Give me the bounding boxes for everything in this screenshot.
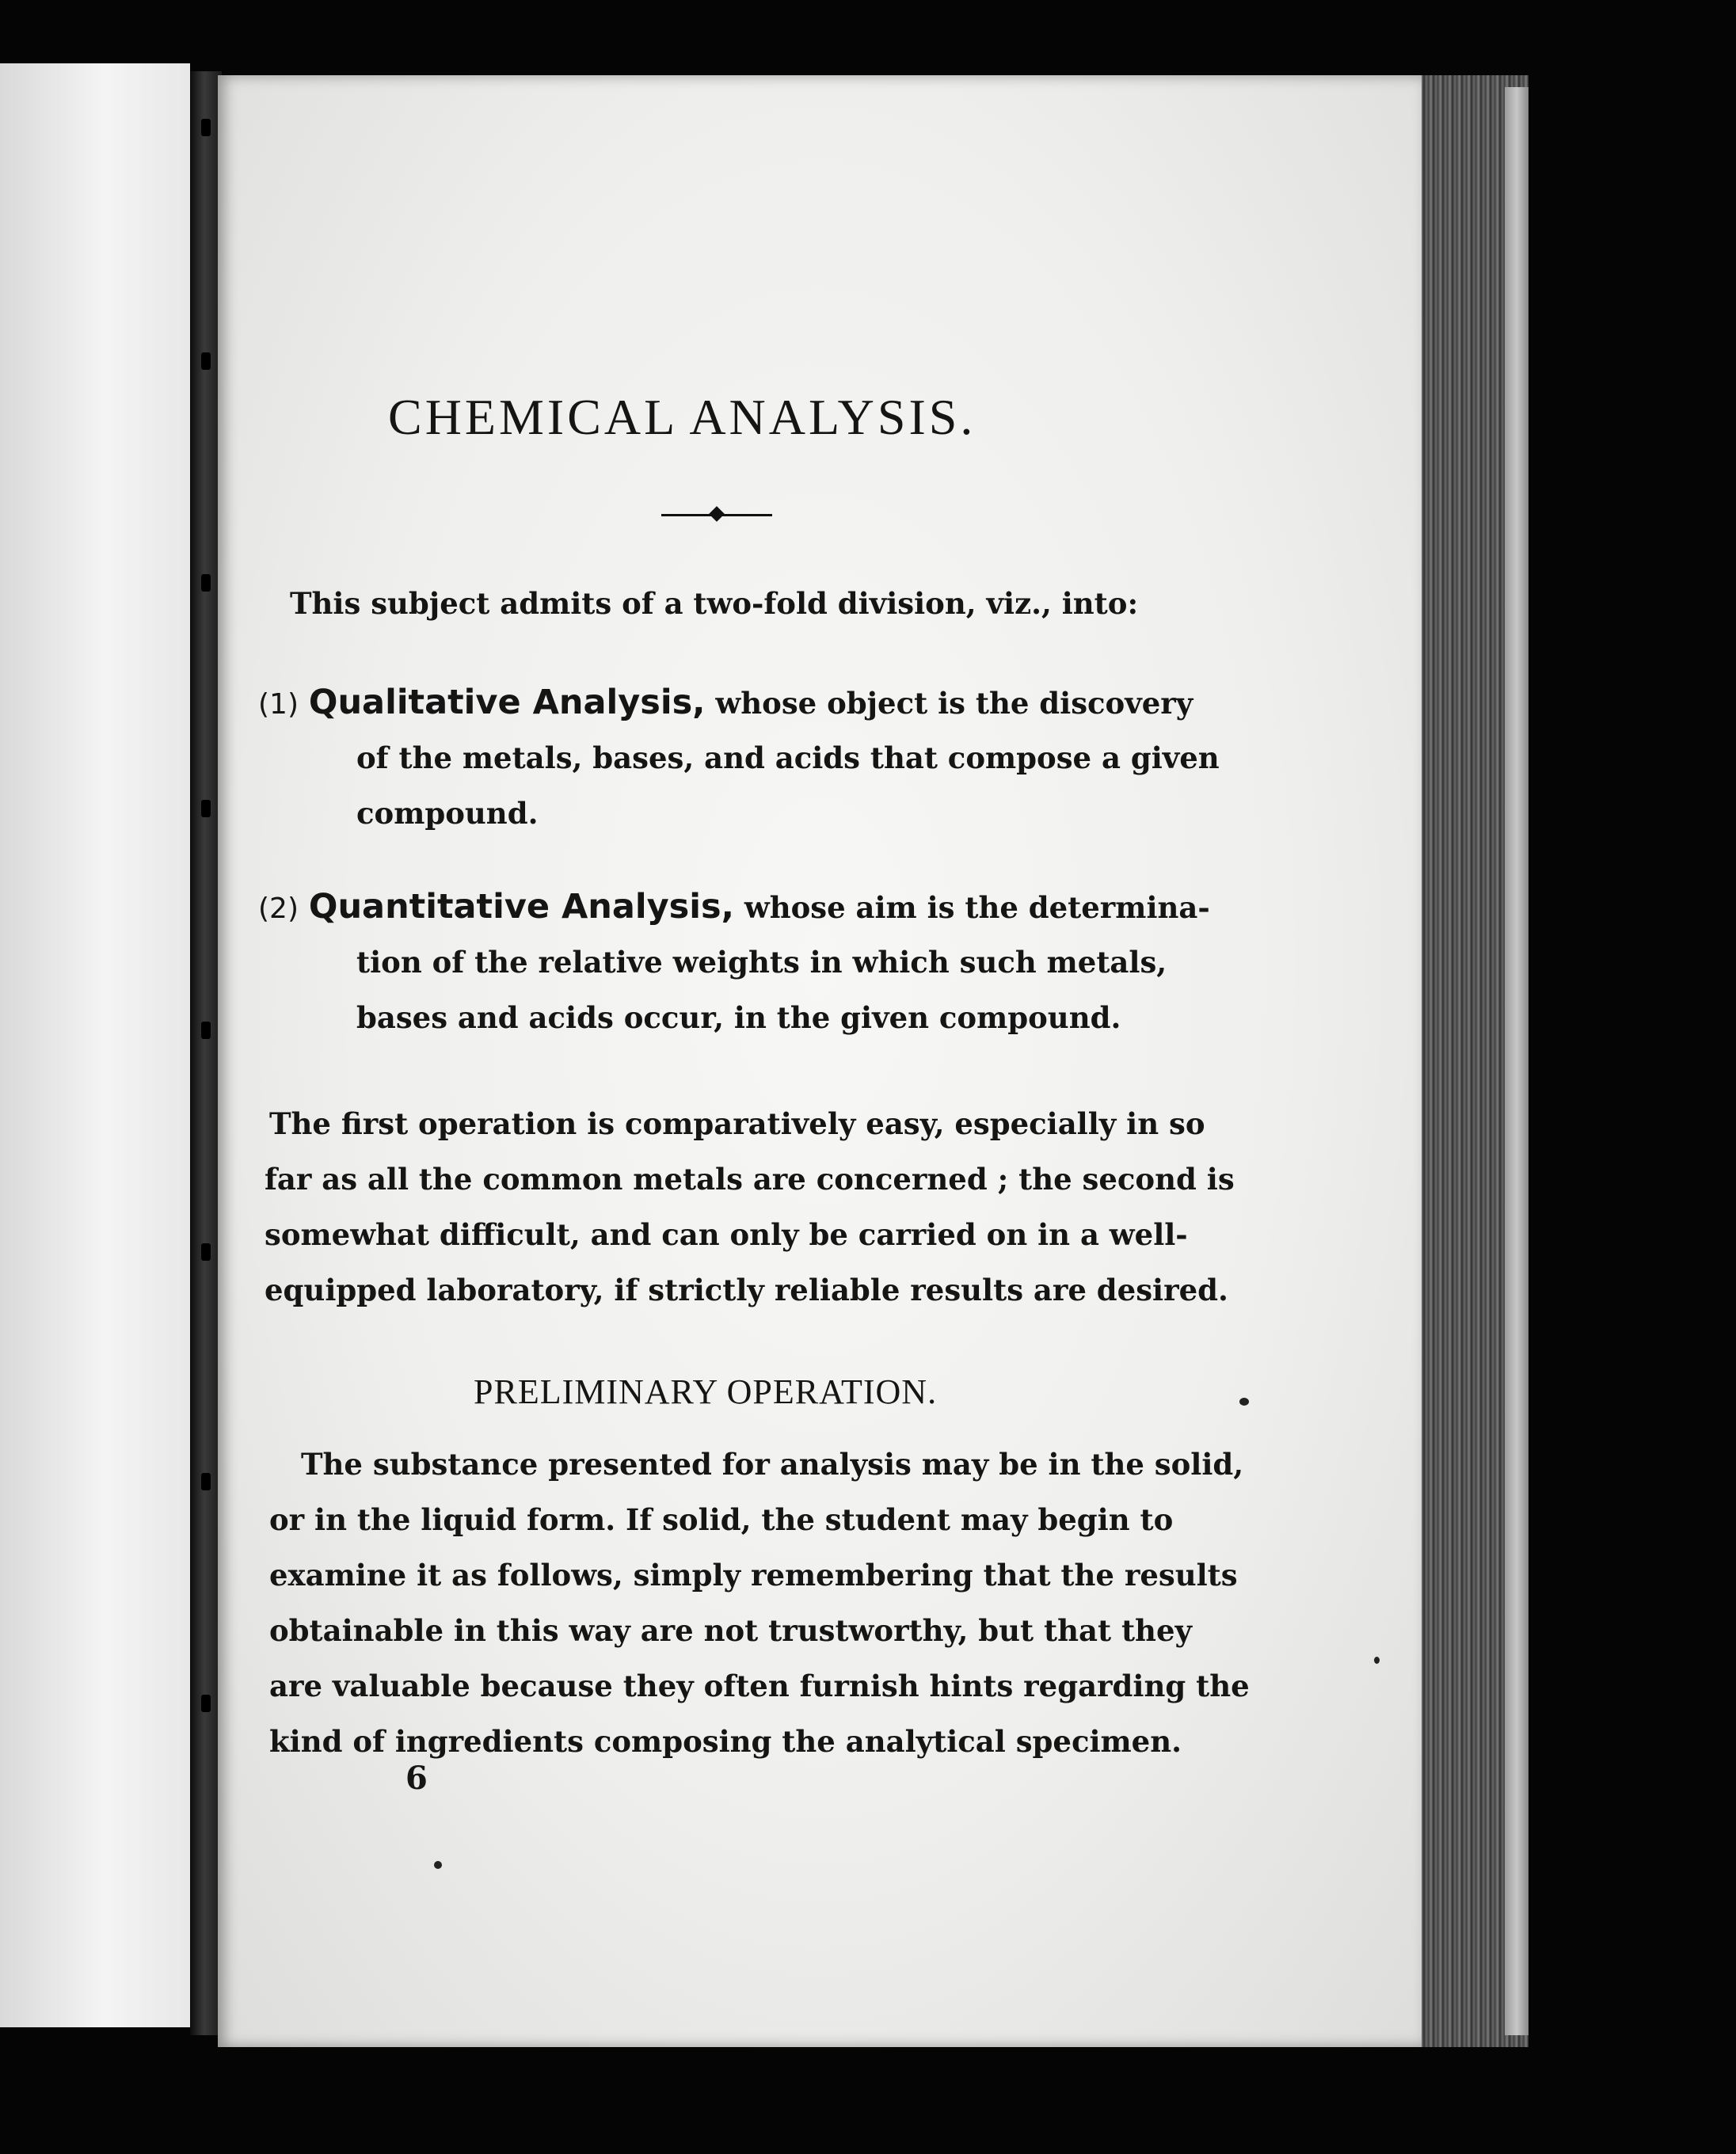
title-ornament — [661, 512, 772, 518]
paragraph-line: The substance presented for analysis may be in the solid, — [301, 1447, 1244, 1482]
paragraph-line: somewhat difficult, and can only be carried on in a well- — [265, 1217, 1188, 1252]
paragraph-line: kind of ingredients composing the analytical specimen. — [269, 1724, 1182, 1759]
list-item-number: (2) — [258, 892, 299, 925]
scan-speck — [434, 1861, 442, 1869]
paragraph-line: equipped laboratory, if strictly reliable results are desired. — [265, 1273, 1228, 1307]
scan-speck — [1239, 1398, 1249, 1406]
paragraph-preliminary-cont — [269, 1492, 1250, 1769]
paragraph-line: The first operation is comparatively easy, especially in so — [269, 1106, 1205, 1141]
binding-stitch — [201, 800, 211, 817]
paragraph-first-operation — [269, 1096, 1205, 1151]
paragraph-line: far as all the common metals are concerned ; the second is — [265, 1162, 1235, 1197]
binding-stitch — [201, 1243, 211, 1261]
binding-stitch — [201, 1022, 211, 1039]
list-item-number: (1) — [258, 688, 299, 721]
section-heading: PRELIMINARY OPERATION. — [474, 1372, 938, 1411]
binding-stitch — [201, 352, 211, 370]
list-item-term: Quantitative Analysis, — [308, 887, 734, 927]
binding-stitch — [201, 574, 211, 592]
book-binding — [190, 71, 222, 2035]
list-item-text: compound. — [356, 796, 539, 831]
binding-stitch — [201, 1473, 211, 1490]
list-item-text: whose object is the discovery — [715, 686, 1194, 721]
list-item-1 — [258, 675, 1193, 733]
paragraph-first-operation-cont — [265, 1151, 1235, 1318]
page-number: 6 — [405, 1760, 428, 1797]
left-page-blank — [0, 63, 190, 2027]
list-item-2 — [258, 879, 1210, 937]
list-item-text: whose aim is the determina- — [744, 890, 1210, 925]
list-item-1-continuation — [356, 730, 1220, 841]
list-item-text: tion of the relative weights in which such metals, — [356, 945, 1167, 980]
list-item-term: Qualitative Analysis, — [308, 683, 706, 722]
paragraph-line: are valuable because they often furnish hints regarding the — [269, 1669, 1250, 1703]
paragraph-line: obtainable in this way are not trustworthy, but that they — [269, 1613, 1192, 1648]
intro-line: This subject admits of a two-fold division, viz., into: — [290, 586, 1139, 621]
page-title: CHEMICAL ANALYSIS. — [388, 389, 976, 445]
scan-speck — [1374, 1657, 1380, 1664]
paragraph-preliminary — [301, 1437, 1243, 1492]
list-item-2-continuation — [356, 934, 1167, 1045]
paragraph-line: or in the liquid form. If solid, the student may begin to — [269, 1502, 1174, 1537]
binding-stitch — [201, 1695, 211, 1712]
list-item-text: of the metals, bases, and acids that compose a given — [356, 740, 1220, 775]
list-item-text: bases and acids occur, in the given compound. — [356, 1000, 1121, 1035]
paragraph-line: examine it as follows, simply remembering that the results — [269, 1558, 1238, 1593]
binding-stitch — [201, 119, 211, 136]
page-edges-outer — [1505, 87, 1529, 2035]
